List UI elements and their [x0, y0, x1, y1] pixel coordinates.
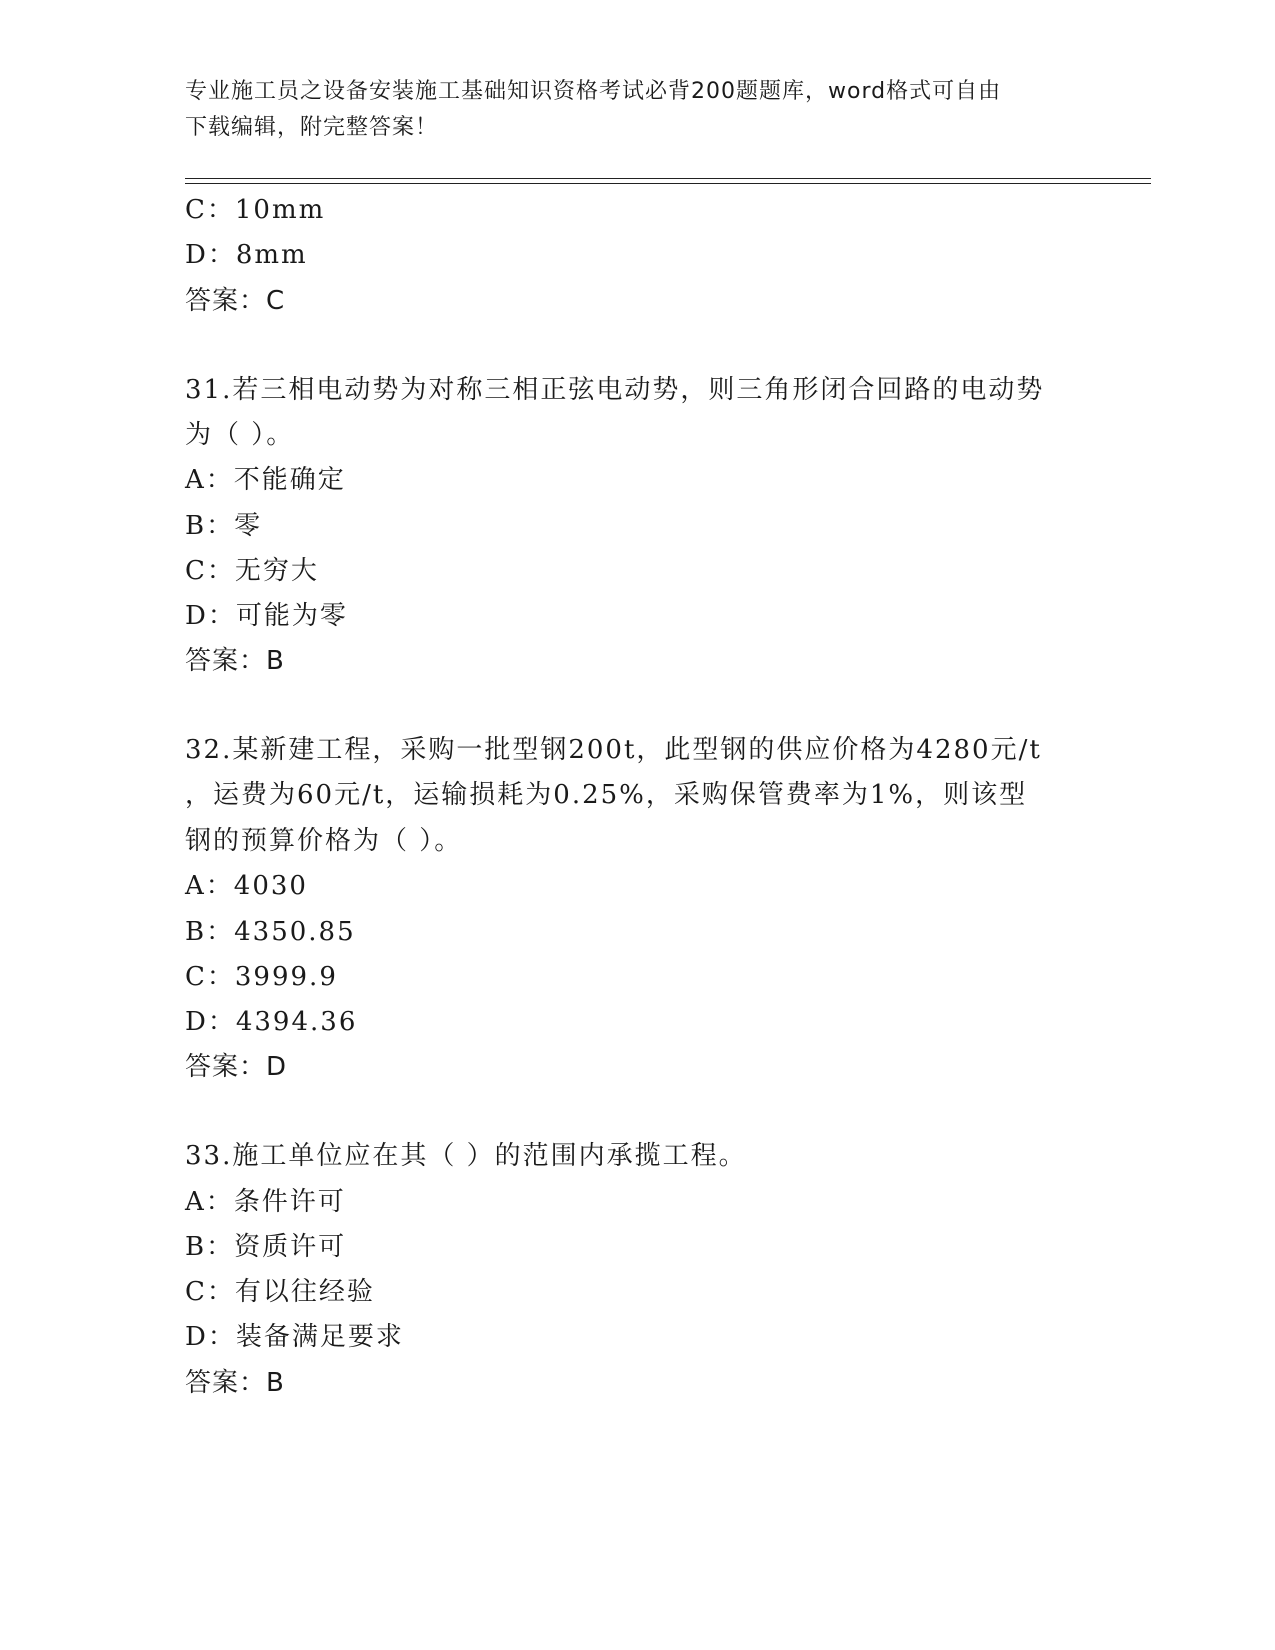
- q31-option-d: D：可能为零: [185, 601, 348, 631]
- q32-option-d: D：4394.36: [185, 1007, 358, 1037]
- q30-answer: 答案：C: [185, 286, 286, 316]
- header-title-line-1: 专业施工员之设备安装施工基础知识资格考试必背200题题库，word格式可自由: [185, 79, 1002, 104]
- q32-option-a: A：4030: [185, 871, 308, 901]
- header-divider-top: [185, 178, 1151, 179]
- q31-stem-line-1: 31.若三相电动势为对称三相正弦电动势，则三角形闭合回路的电动势: [185, 375, 1045, 405]
- q31-option-c: C：无穷大: [185, 556, 319, 586]
- q32-option-c: C：3999.9: [185, 962, 338, 992]
- header-title-line-2: 下载编辑，附完整答案！: [185, 115, 439, 140]
- q33-option-c: C：有以往经验: [185, 1277, 375, 1307]
- q33-option-b: B：资质许可: [185, 1232, 347, 1262]
- q33-answer: 答案：B: [185, 1368, 285, 1398]
- q32-stem-line-3: 钢的预算价格为（ ）。: [185, 826, 463, 856]
- q30-option-c: C：10mm: [185, 195, 326, 225]
- q32-option-b: B：4350.85: [185, 917, 356, 947]
- q31-option-b: B：零: [185, 511, 263, 541]
- q33-stem-line-1: 33.施工单位应在其（ ）的范围内承揽工程。: [185, 1141, 747, 1171]
- q31-answer: 答案：B: [185, 646, 285, 676]
- q33-option-a: A：条件许可: [185, 1187, 346, 1217]
- q31-stem-line-2: 为（ ）。: [185, 420, 295, 450]
- q31-option-a: A：不能确定: [185, 465, 346, 495]
- q30-option-d: D：8mm: [185, 240, 308, 270]
- q32-answer: 答案：D: [185, 1052, 288, 1082]
- header-divider-bottom: [185, 183, 1151, 184]
- q32-stem-line-1: 32.某新建工程，采购一批型钢200t，此型钢的供应价格为4280元/t: [185, 735, 1042, 765]
- q33-option-d: D：装备满足要求: [185, 1322, 404, 1352]
- q32-stem-line-2: ，运费为60元/t，运输损耗为0.25%，采购保管费率为1%，则该型: [185, 780, 1028, 810]
- document-header: [185, 74, 1065, 146]
